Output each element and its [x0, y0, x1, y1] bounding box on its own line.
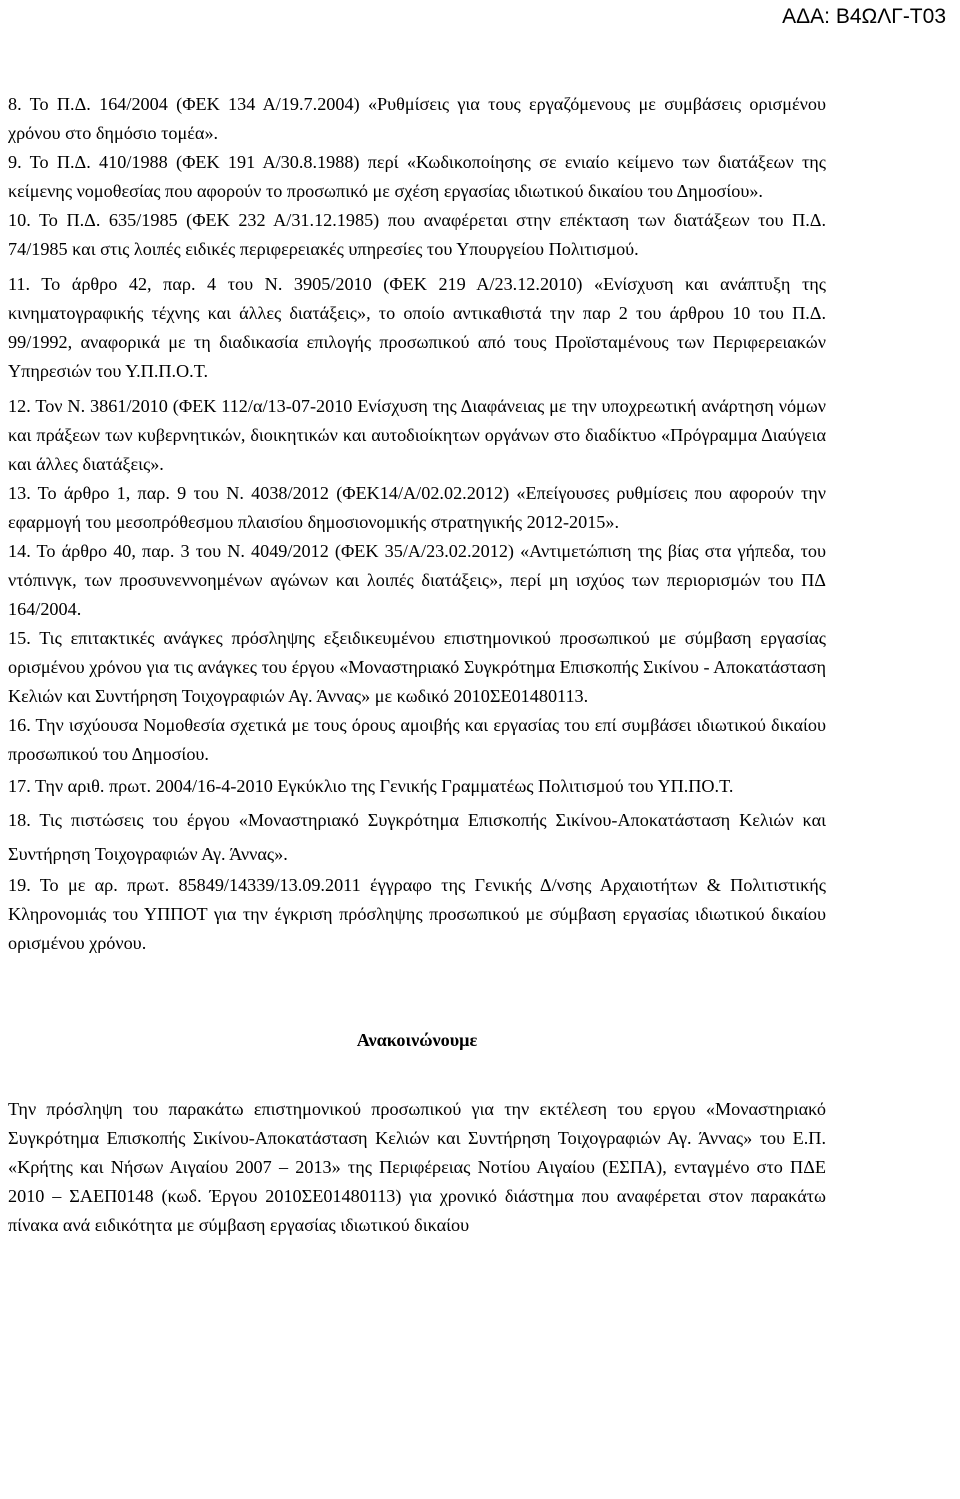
legal-item-18: 18. Τις πιστώσεις του έργου «Μοναστηριακό Συγκρότημα Επισκοπής Σικίνου-Αποκατάσταση Κελιών και Συντήρηση Τοιχογραφιών Αγ. Άννας». [8, 810, 826, 864]
document-body [8, 90, 826, 1240]
announcement-heading: Ανακοινώνουμε [356, 1030, 478, 1050]
legal-item-19: 19. Το με αρ. πρωτ. 85849/14339/13.09.2011 έγγραφο της Γενικής Δ/νσης Αρχαιοτήτων & Πολιτιστικής Κληρονομιάς του ΥΠΠΟΤ για την έγκριση πρόσληψης προσωπικού με σύμβαση εργασίας ιδιωτικού δικαίου ορισμένου χρόνου. [8, 875, 826, 953]
legal-item-17: 17. Την αριθ. πρωτ. 2004/16-4-2010 Εγκύκλιο της Γενικής Γραμματέως Πολιτισμού του ΥΠ.ΠΟ.Τ. [8, 776, 734, 796]
legal-item-14: 14. Το άρθρο 40, παρ. 3 του Ν. 4049/2012 (ΦΕΚ 35/Α/23.02.2012) «Αντιμετώπιση της βίας στα γήπεδα, του ντόπινγκ, των προσυνεννοημένων αγώνων και λοιπές διατάξεις», περί μη ισχύος των περιορισμών του ΠΔ 164/2004. [8, 541, 826, 619]
announcement-body: Την πρόσληψη του παρακάτω επιστημονικού προσωπικού για την εκτέλεση του εργου «Μοναστηριακό Συγκρότημα Επισκοπής Σικίνου-Αποκατάσταση Κελιών και Συντήρηση Τοιχογραφιών Αγ. Άννας» του Ε.Π. «Κρήτης και Νήσων Αιγαίου 2007 – 2013» της Περιφέρειας Νοτίου Αιγαίου (ΕΣΠΑ), ενταγμένο στο ΠΔΕ 2010 – ΣΑΕΠ0148 (κωδ. Έργου 2010ΣΕ01480113) για χρονικό διάστημα που αναφέρεται στον παρακάτω πίνακα ανά ειδικότητα με σύμβαση εργασίας ιδιωτικού δικαίου [8, 1099, 826, 1235]
legal-item-11: 11. Το άρθρο 42, παρ. 4 του Ν. 3905/2010 (ΦΕΚ 219 Α/23.12.2010) «Ενίσχυση και ανάπτυξη της κινηματογραφικής τέχνης και άλλες διατάξεις», το οποίο αντικαθιστά την παρ 2 του άρθρου 10 του Π.Δ. 99/1992, αναφορικά με τη διαδικασία επιλογής προσωπικού από τους Προϊσταμένους των Περιφερειακών Υπηρεσιών του Υ.Π.Π.Ο.Τ. [8, 274, 826, 381]
legal-item-16: 16. Την ισχύουσα Νομοθεσία σχετικά με τους όρους αμοιβής και εργασίας του επί συμβάσει ιδιωτικού δικαίου προσωπικού του Δημοσίου. [8, 715, 826, 764]
legal-item-10: 10. Το Π.Δ. 635/1985 (ΦΕΚ 232 Α/31.12.1985) που αναφέρεται στην επέκταση των διατάξεων του Π.Δ. 74/1985 και στις λοιπές ειδικές περιφερειακές υπηρεσίες του Υπουργείου Πολιτισμού. [8, 210, 826, 259]
legal-item-12: 12. Τον Ν. 3861/2010 (ΦΕΚ 112/α/13-07-2010 Ενίσχυση της Διαφάνειας με την υποχρεωτική ανάρτηση νόμων και πράξεων των κυβερνητικών, διοικητικών και αυτοδιοίκητων οργάνων στο διαδίκτυο «Πρόγραμμα Διαύγεια και άλλες διατάξεις». [8, 396, 826, 474]
legal-item-9: 9. Το Π.Δ. 410/1988 (ΦΕΚ 191 Α/30.8.1988) περί «Κωδικοποίησης σε ενιαίο κείμενο των διατάξεων της κείμενης νομοθεσίας που αφορούν το προσωπικό με σχέση εργασίας ιδιωτικού δικαίου του Δημοσίου». [8, 152, 826, 201]
legal-item-13: 13. Το άρθρο 1, παρ. 9 του Ν. 4038/2012 (ΦΕΚ14/Α/02.02.2012) «Επείγουσες ρυθμίσεις που αφορούν την εφαρμογή του μεσοπρόθεσμου πλαισίου δημοσιονομικής στρατηγικής 2012-2015». [8, 483, 826, 532]
ada-code-header: ΑΔΑ: Β4ΩΛΓ-Τ03 [782, 5, 946, 28]
legal-item-15: 15. Τις επιτακτικές ανάγκες πρόσληψης εξειδικευμένου επιστημονικού προσωπικού με σύμβαση εργασίας ορισμένου χρόνου για τις ανάγκες του έργου «Μοναστηριακό Συγκρότημα Επισκοπής Σικίνου - Αποκατάσταση Κελιών και Συντήρηση Τοιχογραφιών Αγ. Άννας» με κωδικό 2010ΣΕ01480113. [8, 628, 826, 706]
legal-item-8: 8. Το Π.Δ. 164/2004 (ΦΕΚ 134 Α/19.7.2004) «Ρυθμίσεις για τους εργαζόμενους με συμβάσεις ορισμένου χρόνου στο δημόσιο τομέα». [8, 94, 826, 143]
